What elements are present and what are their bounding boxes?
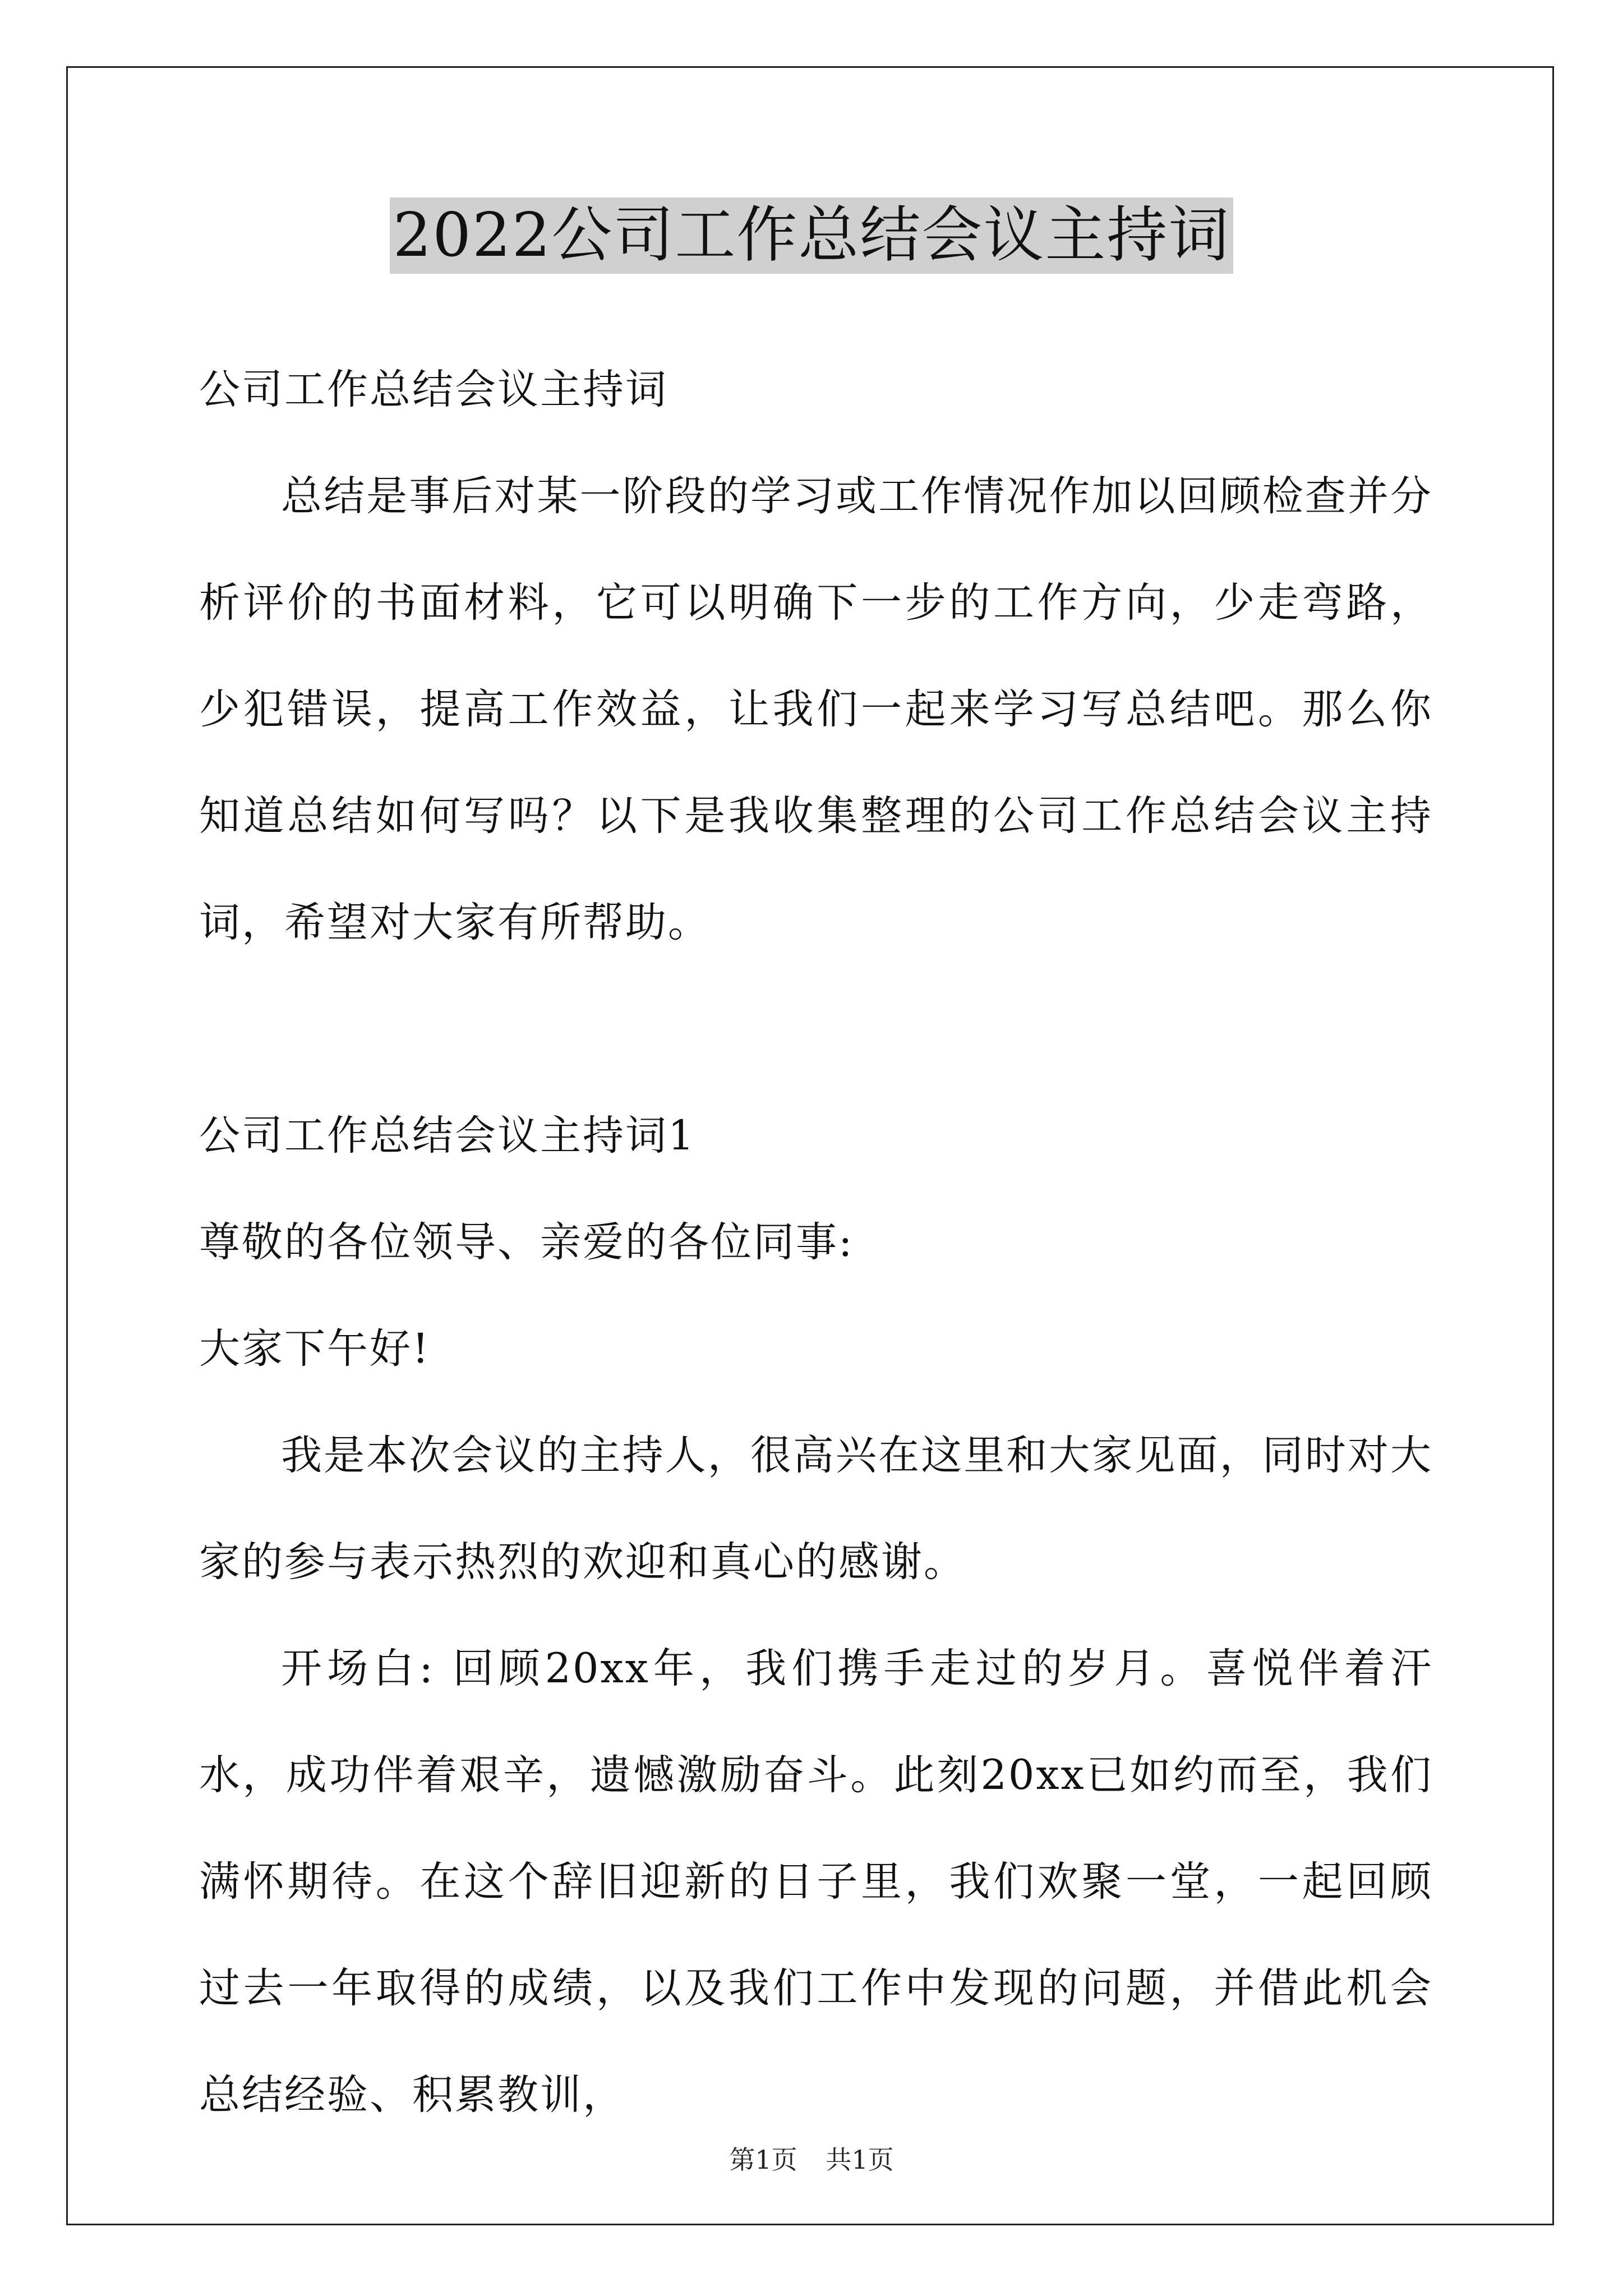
document-title: 2022公司工作总结会议主持词 — [390, 197, 1234, 274]
intro-paragraph: 总结是事后对某一阶段的学习或工作情况作加以回顾检查并分析评价的书面材料，它可以明确下一步的工作方向，少走弯路，少犯错误，提高工作效益，让我们一起来学习写总结吧。那么你知道总结如何写吗？以下是我收集整理的公司工作总结会议主持词，希望对大家有所帮助。 — [199, 472, 1433, 946]
page-number-current: 第1页 — [729, 2145, 797, 2175]
spacer — [199, 976, 1433, 1083]
salutation: 尊敬的各位领导、亲爱的各位同事: — [199, 1218, 854, 1266]
section-heading: 公司工作总结会议主持词1 — [199, 1112, 696, 1159]
document-body — [199, 337, 1433, 2148]
page-number-total: 共1页 — [826, 2145, 894, 2175]
paragraph-1: 我是本次会议的主持人，很高兴在这里和大家见面，同时对大家的参与表示热烈的欢迎和真心的感谢。 — [199, 1432, 1433, 1586]
paragraph-2: 开场白: 回顾20xx年，我们携手走过的岁月。喜悦伴着汗水，成功伴着艰辛，遗憾激励奋斗。此刻20xx已如约而至，我们满怀期待。在这个辞旧迎新的日子里，我们欢聚一堂，一起回顾过去一年取得的成绩，以及我们工作中发现的问题，并借此机会总结经验、积累教训， — [199, 1645, 1433, 2119]
subtitle: 公司工作总结会议主持词 — [199, 366, 668, 413]
greeting: 大家下午好! — [199, 1325, 431, 1373]
title-container — [0, 197, 1623, 274]
page-footer — [0, 2143, 1623, 2177]
